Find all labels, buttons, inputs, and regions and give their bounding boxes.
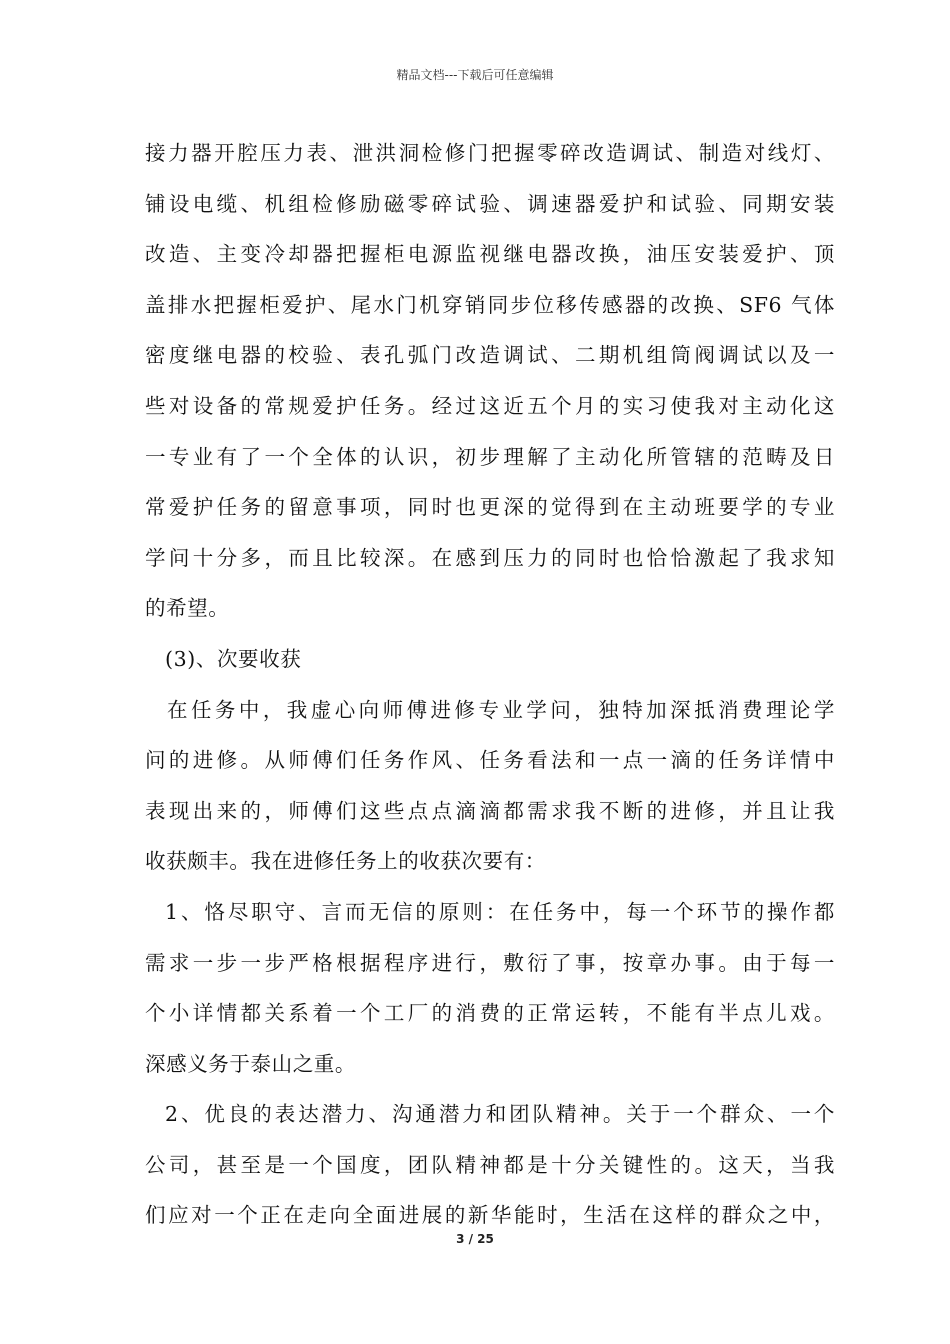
text-line: 一专业有了一个全体的认识，初步理解了主动化所管辖的范畴及日 [145,444,835,469]
page-header: 精品文档---下载后可任意编辑 [396,68,554,82]
text-line: 盖排水把握柜爱护、尾水门机穿销同步位移传感器的改换、SF6 气体 [145,292,835,317]
text-line: 个小详情都关系着一个工厂的消费的正常运转，不能有半点儿戏。 [145,1001,835,1026]
text-line: 改造、主变冷却器把握柜电源监视继电器改换，油压安装爱护、顶 [145,242,835,267]
text-line: 密度继电器的校验、表孔弧门改造调试、二期机组筒阀调试以及一 [145,343,835,368]
text-line: 铺设电缆、机组检修励磁零碎试验、调速器爱护和试验、同期安装 [145,191,835,216]
text-line: 学问十分多，而且比较深。在感到压力的同时也恰恰激起了我求知 [145,545,835,570]
text-line: 公司，甚至是一个国度，团队精神都是十分关键性的。这天，当我 [145,1152,835,1177]
text-line: 需求一步一步严格根据程序进行，敷衍了事，按章办事。由于每一 [145,950,835,975]
text-line: 常爱护任务的留意事项，同时也更深的觉得到在主动班要学的专业 [145,495,835,520]
body-text [145,128,835,1241]
text-line: 的希望。 [145,596,230,621]
page-number: 3 / 25 [456,1232,494,1246]
section-heading: (3)、次要收获 [165,646,302,671]
text-line: 们应对一个正在走向全面进展的新华能时，生活在这样的群众之中， [145,1203,835,1228]
text-line: 收获颇丰。我在进修任务上的收获次要有： [145,849,546,874]
text-line: 问的进修。从师傅们任务作风、任务看法和一点一滴的任务详情中 [145,748,835,773]
text-line: 1、恪尽职守、言而无信的原则：在任务中，每一个环节的操作都 [165,899,835,924]
text-line: 接力器开腔压力表、泄洪洞检修门把握零碎改造调试、制造对线灯、 [145,141,835,165]
text-line: 深感义务于泰山之重。 [145,1051,356,1076]
text-line: 在任务中，我虚心向师傅进修专业学问，独特加深抵消费理论学 [167,697,835,722]
text-line: 些对设备的常规爱护任务。经过这近五个月的实习使我对主动化这 [145,393,835,418]
text-line: 2、优良的表达潜力、沟通潜力和团队精神。关于一个群众、一个 [165,1102,835,1127]
text-line: 表现出来的，师傅们这些点点滴滴都需求我不断的进修，并且让我 [145,798,835,823]
